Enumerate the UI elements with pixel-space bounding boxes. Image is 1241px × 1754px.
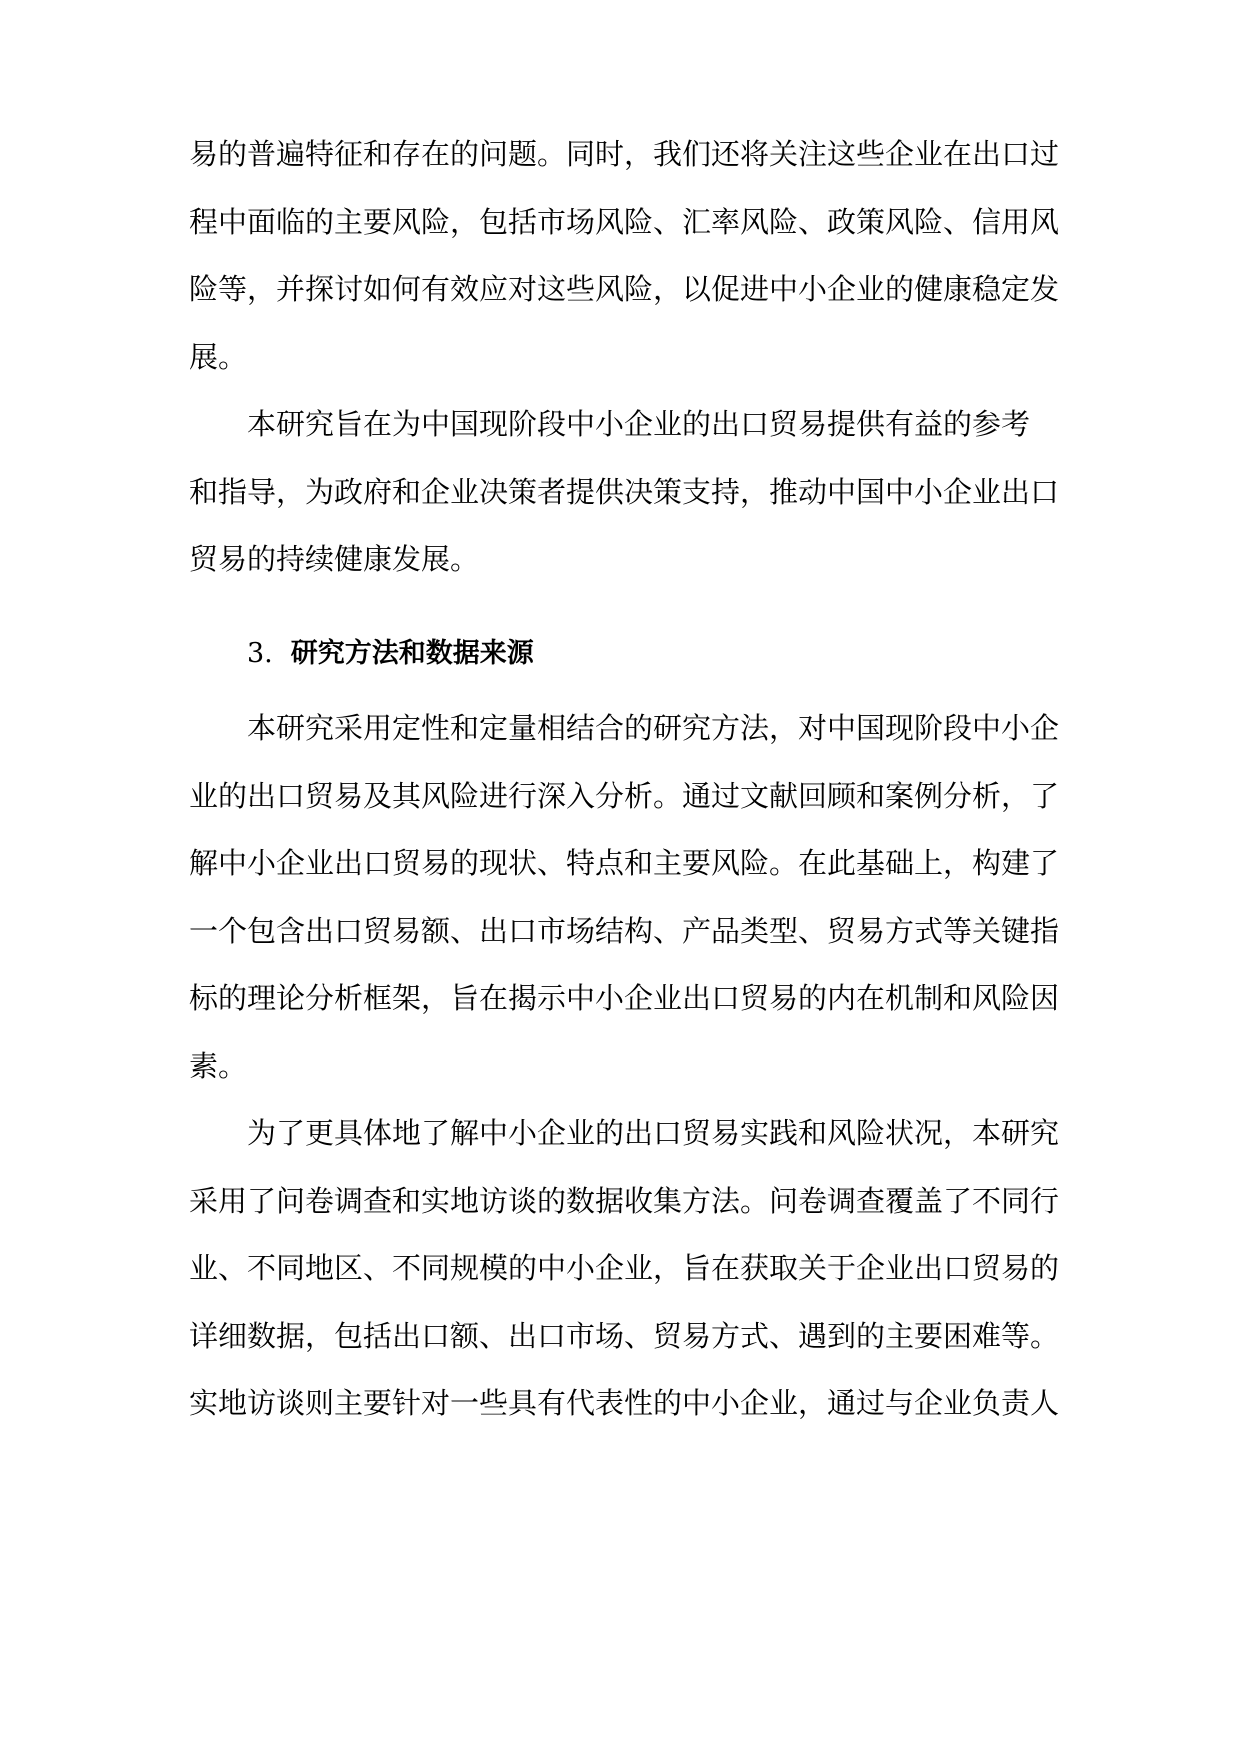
paragraph-line: 本研究采用定性和定量相结合的研究方法，对中国现阶段中小企	[247, 711, 1060, 745]
paragraph-line: 本研究旨在为中国现阶段中小企业的出口贸易提供有益的参考	[247, 407, 1031, 441]
paragraph-line: 解中小企业出口贸易的现状、特点和主要风险。在此基础上，构建了	[189, 846, 1060, 880]
paragraph-line: 易的普遍特征和存在的问题。同时，我们还将关注这些企业在出口过	[189, 137, 1060, 171]
paragraph-line: 实地访谈则主要针对一些具有代表性的中小企业，通过与企业负责人	[189, 1386, 1060, 1420]
paragraph-line: 业的出口贸易及其风险进行深入分析。通过文献回顾和案例分析，了	[189, 779, 1060, 813]
paragraph-line: 采用了问卷调查和实地访谈的数据收集方法。问卷调查覆盖了不同行	[189, 1184, 1060, 1218]
paragraph-line: 和指导，为政府和企业决策者提供决策支持，推动中国中小企业出口	[189, 475, 1060, 509]
paragraph-line: 展。	[189, 340, 248, 374]
section-number: 3.	[247, 638, 273, 669]
section-title: 研究方法和数据来源	[290, 638, 534, 669]
section-heading	[247, 634, 534, 674]
paragraph-line: 详细数据，包括出口额、出口市场、贸易方式、遇到的主要困难等。	[189, 1319, 1060, 1353]
paragraph-line: 标的理论分析框架，旨在揭示中小企业出口贸易的内在机制和风险因	[189, 981, 1060, 1015]
paragraph-line: 险等，并探讨如何有效应对这些风险，以促进中小企业的健康稳定发	[189, 272, 1060, 306]
paragraph-line: 素。	[189, 1049, 248, 1083]
paragraph-line: 业、不同地区、不同规模的中小企业，旨在获取关于企业出口贸易的	[189, 1251, 1060, 1285]
paragraph-line: 为了更具体地了解中小企业的出口贸易实践和风险状况，本研究	[247, 1116, 1060, 1150]
paragraph-line: 一个包含出口贸易额、出口市场结构、产品类型、贸易方式等关键指	[189, 914, 1060, 948]
paragraph-line: 贸易的持续健康发展。	[189, 542, 480, 576]
paragraph-line: 程中面临的主要风险，包括市场风险、汇率风险、政策风险、信用风	[189, 205, 1060, 239]
